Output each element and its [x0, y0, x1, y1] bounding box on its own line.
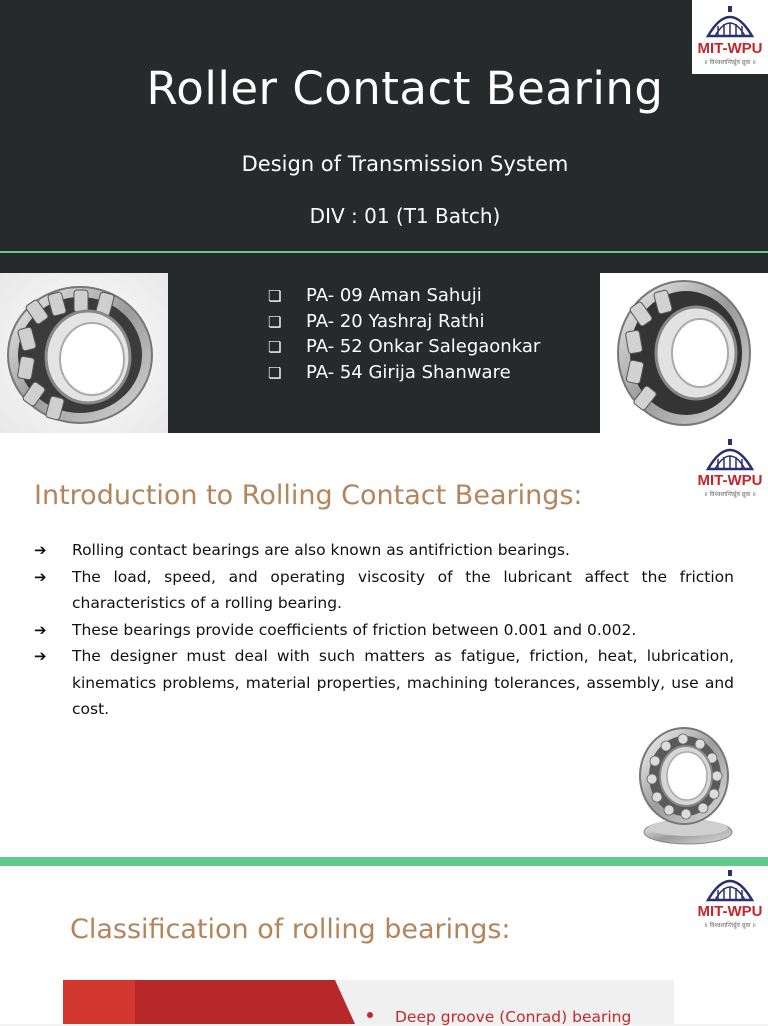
mit-wpu-logo	[692, 0, 768, 74]
logo-tagline: ॥ विश्वशान्तिर्ध्रुवं ध्रुवा ॥	[704, 59, 756, 66]
classification-heading: Classification of rolling bearings:	[70, 914, 511, 945]
division-label: DIV : 01 (T1 Batch)	[309, 204, 501, 228]
divider-line	[0, 251, 768, 253]
list-item-text: These bearings provide coefficients of friction between 0.001 and 0.002.	[72, 620, 637, 639]
list-item	[34, 537, 734, 564]
checkbox-bullet-icon: ❏	[268, 363, 282, 382]
arrow-right-icon: ➔	[34, 620, 47, 639]
checkbox-bullet-icon: ❏	[268, 338, 282, 356]
ball-bearing-image	[636, 724, 740, 848]
checkbox-bullet-icon: ❏	[268, 312, 282, 331]
logo-tagline: ॥ विश्वशान्तिर्ध्रुवं ध्रुवा ॥	[704, 491, 756, 498]
slide-subtitle: Design of Transmission System	[241, 152, 569, 176]
arrow-right-icon: ➔	[34, 541, 47, 559]
mit-wpu-logo	[692, 868, 768, 932]
list-item	[34, 617, 734, 644]
logo-tagline: ॥ विश्वशान्तिर्ध्रुवं ध्रुवा ॥	[704, 922, 756, 929]
checkbox-bullet-icon: ❏	[268, 287, 282, 305]
list-item-text: The designer must deal with such matters as fatigue, friction, heat, lubrication, kinematics problems, material properties, machining tolerances, assembly, use and cost.	[72, 647, 734, 718]
roller-bearing-image-right	[600, 273, 768, 433]
list-item	[34, 643, 734, 723]
logo-name: MIT-WPU	[697, 903, 763, 920]
slide-separator	[0, 857, 768, 866]
arrow-right-icon: ➔	[34, 567, 47, 586]
logo-name: MIT-WPU	[697, 472, 763, 489]
list-item-text: The load, speed, and operating viscosity of the lubricant affect the friction characteristics of a rolling bearing.	[72, 567, 734, 612]
slide-title: Roller Contact Bearing	[146, 62, 664, 115]
member-item	[268, 309, 540, 335]
member-item	[268, 360, 540, 386]
member-name: PA- 54 Girija Shanware	[306, 361, 511, 383]
intro-heading: Introduction to Rolling Contact Bearings:	[34, 480, 583, 511]
member-item	[268, 334, 540, 360]
roller-bearing-image-left	[0, 273, 168, 433]
intro-bullet-list	[34, 537, 734, 723]
bullet-dot-icon	[367, 1012, 373, 1018]
list-item	[34, 564, 734, 617]
member-name: PA- 09 Aman Sahuji	[306, 285, 482, 306]
classification-item: Deep groove (Conrad) bearing	[395, 1008, 632, 1026]
member-name: PA- 52 Onkar Salegaonkar	[306, 336, 541, 357]
arrow-right-icon: ➔	[34, 647, 47, 665]
logo-name: MIT-WPU	[697, 40, 763, 57]
member-name: PA- 20 Yashraj Rathi	[306, 310, 485, 332]
member-list	[268, 283, 540, 385]
member-item	[268, 283, 540, 309]
list-item-text: Rolling contact bearings are also known as antifriction bearings.	[72, 541, 570, 559]
mit-wpu-logo	[692, 437, 768, 501]
